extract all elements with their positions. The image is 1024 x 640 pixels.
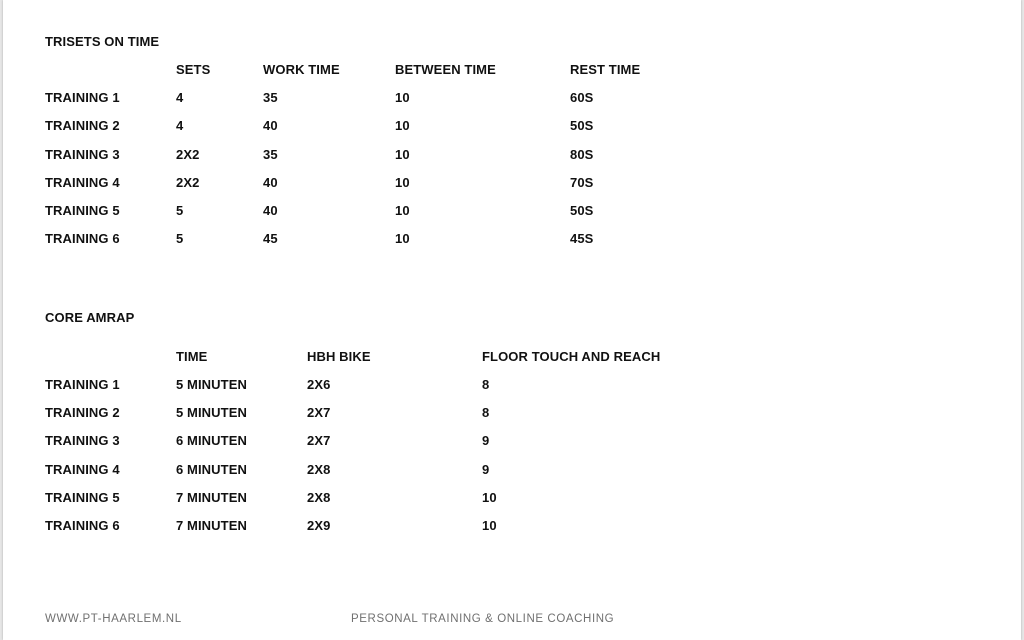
- cell-work-time: 35: [263, 90, 278, 105]
- trisets-header-rest-time: REST TIME: [570, 62, 641, 77]
- cell-time: 7 MINUTEN: [176, 518, 247, 533]
- row-label: TRAINING 5: [45, 203, 120, 218]
- cell-floor-touch: 8: [482, 405, 490, 420]
- cell-hbh-bike: 2X7: [307, 405, 331, 420]
- cell-floor-touch: 10: [482, 518, 497, 533]
- cell-hbh-bike: 2X9: [307, 518, 331, 533]
- row-label: TRAINING 1: [45, 90, 120, 105]
- cell-work-time: 40: [263, 203, 278, 218]
- trisets-section-title: TRISETS ON TIME: [45, 34, 160, 49]
- cell-rest-time: 50S: [570, 203, 594, 218]
- cell-between-time: 10: [395, 203, 410, 218]
- cell-hbh-bike: 2X8: [307, 490, 331, 505]
- cell-work-time: 45: [263, 231, 278, 246]
- cell-hbh-bike: 2X7: [307, 433, 331, 448]
- cell-time: 5 MINUTEN: [176, 405, 247, 420]
- row-label: TRAINING 6: [45, 231, 120, 246]
- cell-floor-touch: 10: [482, 490, 497, 505]
- row-label: TRAINING 4: [45, 462, 120, 477]
- cell-sets: 4: [176, 90, 184, 105]
- row-label: TRAINING 3: [45, 433, 120, 448]
- cell-floor-touch: 9: [482, 462, 490, 477]
- core-header-time: TIME: [176, 349, 208, 364]
- cell-sets: 4: [176, 118, 184, 133]
- cell-hbh-bike: 2X6: [307, 377, 331, 392]
- row-label: TRAINING 6: [45, 518, 120, 533]
- cell-between-time: 10: [395, 231, 410, 246]
- cell-time: 6 MINUTEN: [176, 462, 247, 477]
- document-page: [3, 0, 1021, 640]
- cell-rest-time: 70S: [570, 175, 594, 190]
- row-label: TRAINING 5: [45, 490, 120, 505]
- cell-work-time: 40: [263, 118, 278, 133]
- cell-sets: 5: [176, 231, 184, 246]
- row-label: TRAINING 2: [45, 405, 120, 420]
- row-label: TRAINING 3: [45, 147, 120, 162]
- cell-work-time: 40: [263, 175, 278, 190]
- row-label: TRAINING 2: [45, 118, 120, 133]
- cell-between-time: 10: [395, 147, 410, 162]
- cell-hbh-bike: 2X8: [307, 462, 331, 477]
- trisets-header-work-time: WORK TIME: [263, 62, 340, 77]
- cell-work-time: 35: [263, 147, 278, 162]
- cell-rest-time: 50S: [570, 118, 594, 133]
- cell-rest-time: 80S: [570, 147, 594, 162]
- core-header-floor-touch: FLOOR TOUCH AND REACH: [482, 349, 661, 364]
- cell-floor-touch: 9: [482, 433, 490, 448]
- cell-rest-time: 45S: [570, 231, 594, 246]
- cell-between-time: 10: [395, 175, 410, 190]
- footer-website: WWW.PT-HAARLEM.NL: [45, 613, 182, 625]
- cell-time: 5 MINUTEN: [176, 377, 247, 392]
- cell-sets: 2X2: [176, 175, 200, 190]
- cell-floor-touch: 8: [482, 377, 490, 392]
- trisets-header-sets: SETS: [176, 62, 211, 77]
- cell-between-time: 10: [395, 118, 410, 133]
- trisets-header-between-time: BETWEEN TIME: [395, 62, 496, 77]
- cell-between-time: 10: [395, 90, 410, 105]
- row-label: TRAINING 1: [45, 377, 120, 392]
- cell-sets: 5: [176, 203, 184, 218]
- core-header-hbh-bike: HBH BIKE: [307, 349, 371, 364]
- core-section-title: CORE AMRAP: [45, 310, 135, 325]
- cell-time: 6 MINUTEN: [176, 433, 247, 448]
- row-label: TRAINING 4: [45, 175, 120, 190]
- cell-rest-time: 60S: [570, 90, 594, 105]
- cell-sets: 2X2: [176, 147, 200, 162]
- cell-time: 7 MINUTEN: [176, 490, 247, 505]
- footer-tagline: PERSONAL TRAINING & ONLINE COACHING: [351, 613, 615, 625]
